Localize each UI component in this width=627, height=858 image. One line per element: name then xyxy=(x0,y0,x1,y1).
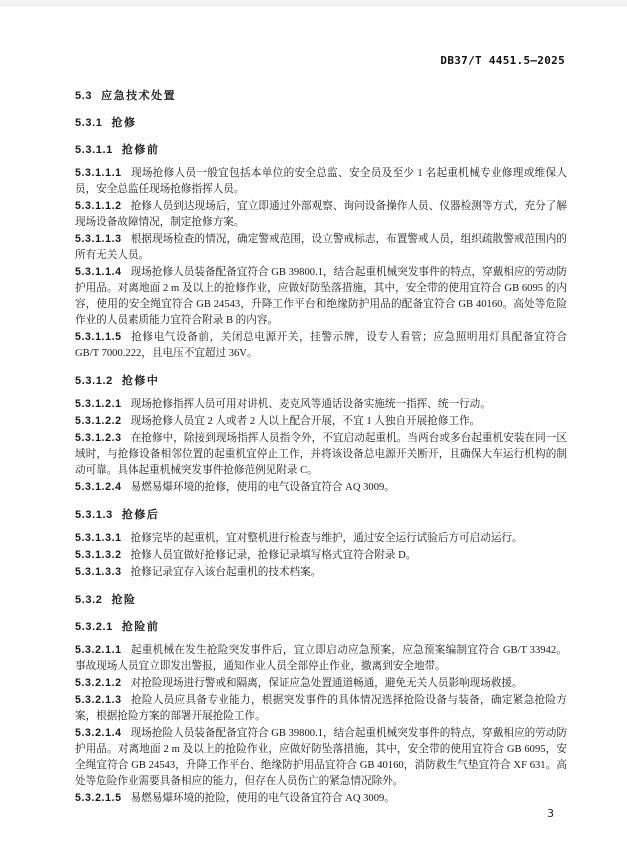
clause-number: 5.3.1.3.2 xyxy=(75,549,122,561)
clause-number: 5.3.2.1.3 xyxy=(75,694,122,706)
clause-text: 起重机械在发生抢险突发事件后，宜立即启动应急预案，应急预案编制宜符合 GB/T 33942。事故现场人员宜立即发出警报，通知作业人员全部停止作业，撤离到安全地带。 xyxy=(75,645,567,672)
clause-number: 5.3.2.1 xyxy=(75,621,113,633)
clause-paragraph xyxy=(75,413,567,430)
clause-number: 5.3.1.2.3 xyxy=(75,432,122,444)
clause-paragraph xyxy=(75,547,567,564)
section-heading xyxy=(75,88,567,104)
clause-text: 抢险 xyxy=(111,594,137,606)
clause-paragraph xyxy=(75,329,567,362)
clause-paragraph xyxy=(75,479,567,496)
clause-number: 5.3.1.3 xyxy=(75,509,113,521)
section-heading xyxy=(75,619,567,635)
clause-number: 5.3.1.3.3 xyxy=(75,566,122,578)
section-heading xyxy=(75,142,567,158)
section-heading xyxy=(75,373,567,389)
clause-text: 现场抢修人员装备配备宜符合 GB 39800.1，结合起重机械突发事件的特点，穿戴相应的劳动防护用品。对离地面 2 m 及以上的抢修作业，应做好防坠落措施，其中，安全带的使用宜符合 GB 6095 的内容，使用的安全绳宜符合 GB 24543，升降工作平台和绝缘防护用品的配备宜符合 GB 40160。高处等危险作业的人员素质能力宜符合附录 B 的内容。 xyxy=(75,267,567,326)
clause-text: 现场抢修指挥人员可用对讲机、麦克风等通话设备实施统一指挥、统一行动。 xyxy=(130,399,491,410)
clause-text: 对抢险现场进行警戒和隔离，保证应急处置通道畅通，避免无关人员影响现场救援。 xyxy=(130,678,523,689)
clause-number: 5.3.1.2.4 xyxy=(75,481,122,493)
clause-text: 抢险前 xyxy=(121,621,160,633)
clause-paragraph xyxy=(75,642,567,675)
document-body xyxy=(75,88,567,807)
clause-text: 抢修记录宜存入该台起重机的技术档案。 xyxy=(130,567,322,578)
standard-code-header: DB37/T 4451.5—2025 xyxy=(440,54,565,67)
clause-number: 5.3.1.3.1 xyxy=(75,532,122,544)
clause-paragraph xyxy=(75,430,567,479)
clause-number: 5.3.2.1.4 xyxy=(75,727,122,739)
clause-text: 抢修电气设备前，关闭总电源开关，挂警示牌，设专人看管；应急照明用灯具配备宜符合 GB/T 7000.222，且电压不宜超过 36V。 xyxy=(75,332,567,359)
clause-paragraph xyxy=(75,396,567,413)
clause-number: 5.3.1.1 xyxy=(75,144,113,156)
clause-paragraph xyxy=(75,198,567,231)
clause-number: 5.3.2 xyxy=(75,594,103,606)
clause-text: 在抢修中，除接到现场指挥人员指令外，不宜启动起重机。当两台或多台起重机安装在同一区域时，与抢修设备相邻位置的起重机宜停止工作，并将该设备总电源开关断开，且确保大车运行机构的制动可靠。具体起重机械突发事件抢修范例见附录 C。 xyxy=(75,433,567,476)
clause-number: 5.3 xyxy=(75,90,93,102)
clause-paragraph xyxy=(75,692,567,725)
clause-paragraph xyxy=(75,264,567,329)
clause-number: 5.3.2.1.1 xyxy=(75,644,122,656)
clause-text: 抢修前 xyxy=(121,144,160,156)
clause-text: 应急技术处置 xyxy=(101,90,177,102)
clause-number: 5.3.1.2.2 xyxy=(75,415,122,427)
page-number: 3 xyxy=(547,807,554,820)
clause-number: 5.3.1.1.2 xyxy=(75,200,122,212)
clause-number: 5.3.1.1.4 xyxy=(75,266,122,278)
section-heading xyxy=(75,592,567,608)
clause-text: 抢修人员宜做好抢修记录，抢修记录填写格式宜符合附录 D。 xyxy=(130,550,417,561)
clause-number: 5.3.1.1.1 xyxy=(75,167,122,179)
scan-edge xyxy=(0,0,627,6)
clause-text: 易燃易爆环境的抢险，使用的电气设备宜符合 AQ 3009。 xyxy=(130,793,395,804)
clause-text: 现场抢险人员装备配备宜符合 GB 39800.1，结合起重机械突发事件的特点，穿戴相应的劳动防护用品。对离地面 2 m 及以上的抢险作业，应做好防坠落措施，其中，安全带的使用宜符合 GB 6095，安全绳宜符合 GB 24543，升降工作平台、绝缘防护用品宜符合 GB 40160，消防救生气垫宜符合 XF 631。高处等危险作业需要具备相应的能力，但存在人员伤亡的紧急情况除外。 xyxy=(75,728,567,787)
clause-paragraph xyxy=(75,675,567,692)
clause-number: 5.3.1.2 xyxy=(75,375,113,387)
clause-paragraph xyxy=(75,564,567,581)
clause-paragraph xyxy=(75,165,567,198)
clause-number: 5.3.1 xyxy=(75,117,103,129)
clause-text: 抢修中 xyxy=(121,375,160,387)
clause-number: 5.3.2.1.5 xyxy=(75,792,122,804)
section-heading xyxy=(75,115,567,131)
clause-number: 5.3.2.1.2 xyxy=(75,677,122,689)
clause-text: 现场抢修人员一般宜包括本单位的安全总监、安全员及至少 1 名起重机械专业修理或维保人员，安全总监任现场抢修指挥人员。 xyxy=(75,168,567,195)
clause-number: 5.3.1.2.1 xyxy=(75,398,122,410)
clause-paragraph xyxy=(75,231,567,264)
clause-paragraph xyxy=(75,725,567,790)
clause-text: 抢修 xyxy=(111,117,137,129)
clause-text: 根据现场检查的情况，确定警戒范围，设立警戒标志，布置警戒人员，组织疏散警戒范围内的所有无关人员。 xyxy=(75,234,567,261)
section-heading xyxy=(75,507,567,523)
clause-paragraph xyxy=(75,530,567,547)
clause-text: 抢修完毕的起重机，宜对整机进行检查与维护，通过安全运行试验后方可启动运行。 xyxy=(130,533,523,544)
clause-number: 5.3.1.1.3 xyxy=(75,233,122,245)
clause-text: 现场抢修人员宜 2 人或者 2 人以上配合开展，不宜 1 人独自开展抢修工作。 xyxy=(130,416,481,427)
clause-paragraph xyxy=(75,790,567,807)
clause-text: 抢修人员到达现场后，宜立即通过外部观察、询问设备操作人员、仪器检测等方式，充分了解现场设备故障情况，制定抢修方案。 xyxy=(75,201,567,228)
clause-number: 5.3.1.1.5 xyxy=(75,331,122,343)
clause-text: 易燃易爆环境的抢修，使用的电气设备宜符合 AQ 3009。 xyxy=(130,482,395,493)
clause-text: 抢修后 xyxy=(121,509,160,521)
clause-text: 抢险人员应具备专业能力，根据突发事件的具体情况选择抢险设备与装备，确定紧急抢险方案，根据抢险方案的部署开展抢险工作。 xyxy=(75,695,567,722)
